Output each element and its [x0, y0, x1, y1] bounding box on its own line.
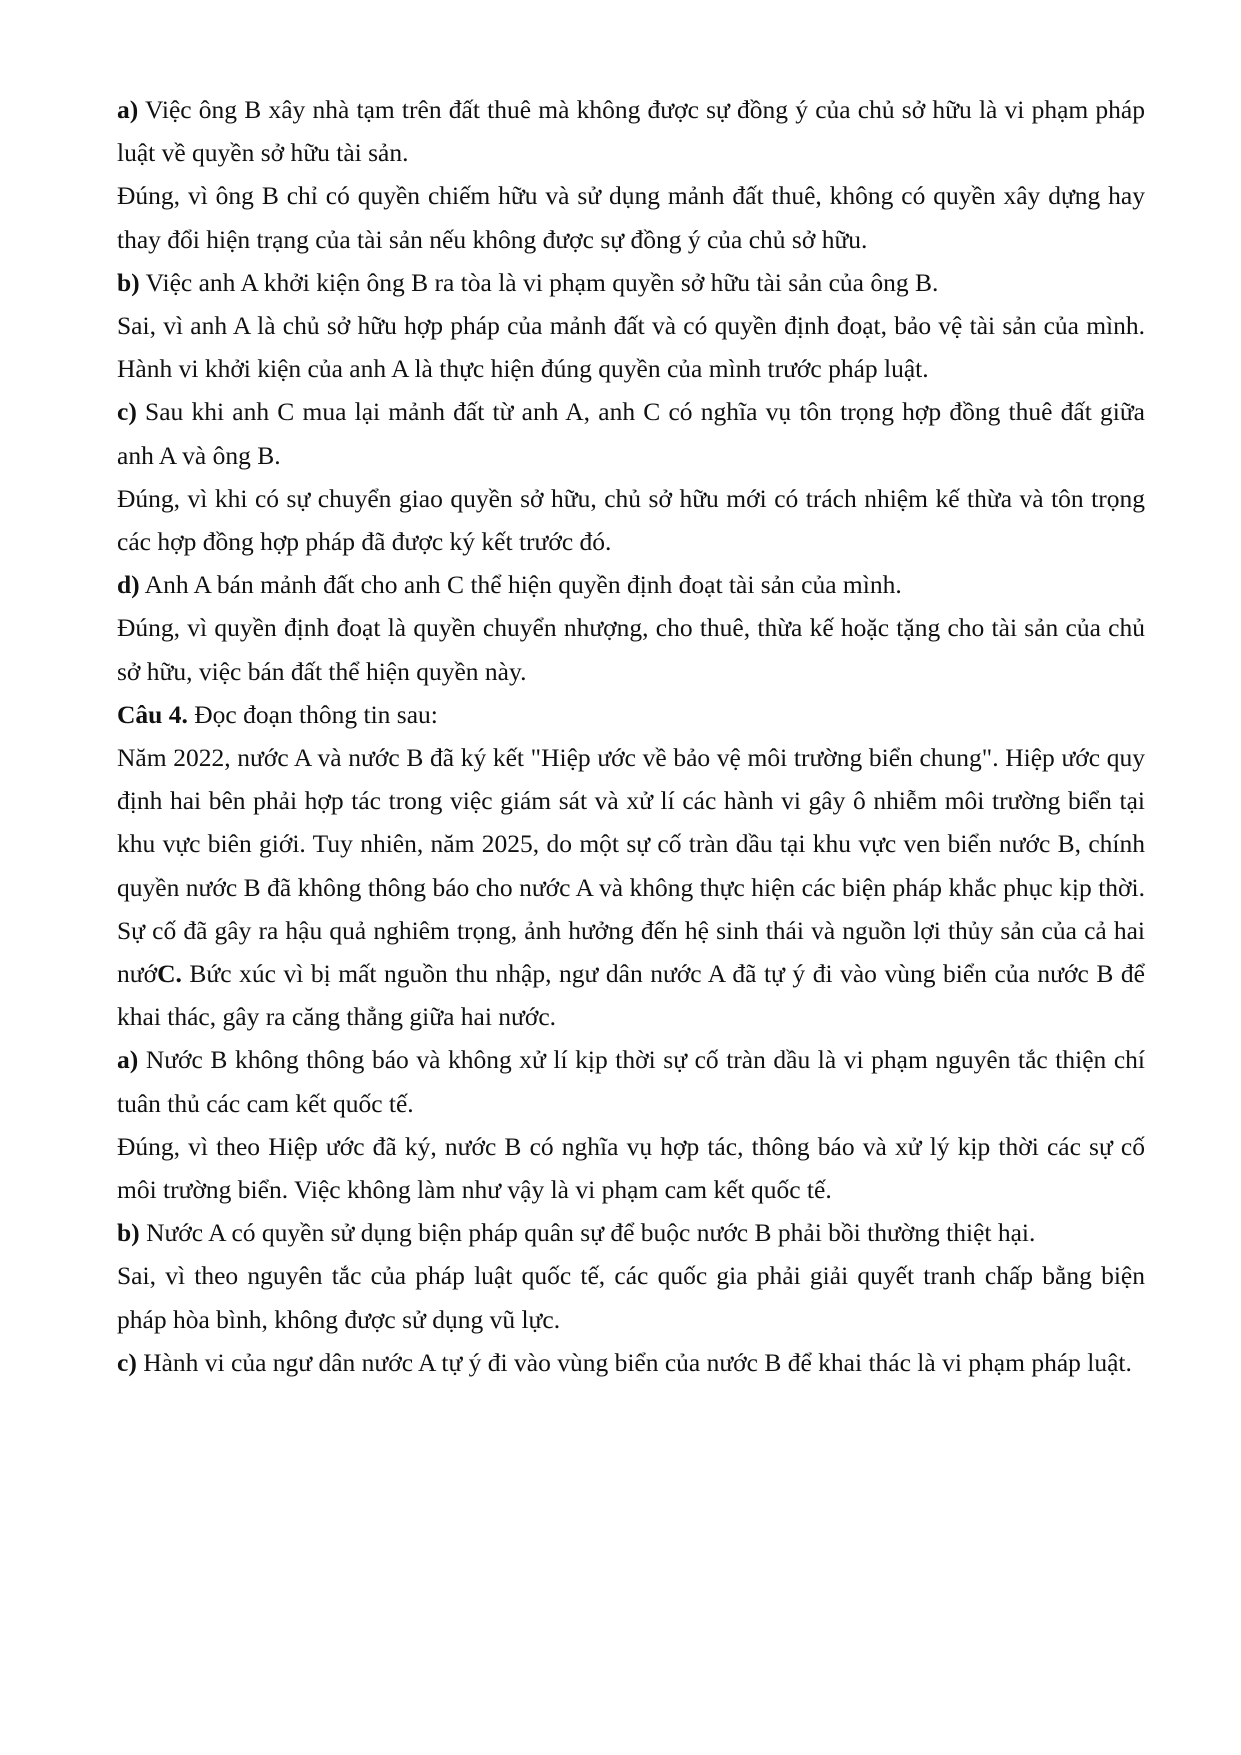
q4-text-a: Nước B không thông báo và không xử lí kịp thời sự cố tràn dầu là vi phạm nguyên tắc thiện chí tuân thủ các cam kết quốc tế.: [117, 1045, 1145, 1118]
q4-label-a: a): [117, 1045, 139, 1075]
document-page: [117, 88, 1145, 1384]
q3-statement-a: [117, 88, 1145, 174]
q4-passage: [117, 736, 1145, 1038]
q4-answer-a: Đúng, vì theo Hiệp ước đã ký, nước B có nghĩa vụ hợp tác, thông báo và xử lý kịp thời các sự cố môi trường biển. Việc không làm như vậy là vi phạm cam kết quốc tế.: [117, 1131, 1145, 1205]
q3-label-a: a): [117, 95, 139, 124]
q4-statement-c: [117, 1341, 1145, 1384]
q3-text-b: Việc anh A khởi kiện ông B ra tòa là vi phạm quyền sở hữu tài sản của ông B.: [139, 267, 939, 297]
q3-answer-a: Đúng, vì ông B chỉ có quyền chiếm hữu và sử dụng mảnh đất thuê, không có quyền xây dựng hay thay đổi hiện trạng của tài sản nếu không được sự đồng ý của chủ sở hữu.: [117, 181, 1145, 254]
q4-passage-bold: C.: [157, 959, 182, 989]
q3-text-d: Anh A bán mảnh đất cho anh C thể hiện quyền định đoạt tài sản của mình.: [139, 570, 902, 600]
q4-heading-text: Đọc đoạn thông tin sau:: [187, 699, 438, 729]
q3-text-c: Sau khi anh C mua lại mảnh đất từ anh A, anh C có nghĩa vụ tôn trọng hợp đồng thuê đất giữa anh A và ông B.: [117, 397, 1145, 470]
q4-answer-b: Sai, vì theo nguyên tắc của pháp luật quốc tế, các quốc gia phải giải quyết tranh chấp bằng biện pháp hòa bình, không được sử dụng vũ lực.: [117, 1261, 1145, 1334]
q4-text-c: Hành vi của ngư dân nước A tự ý đi vào vùng biển của nước B để khai thác là vi phạm pháp luật.: [136, 1347, 1132, 1377]
q3-statement-d: [117, 563, 1145, 606]
q4-passage-start: Năm 2022, nước A và nước B đã ký kết "Hiệp ước về bảo vệ môi trường biển chung". Hiệp ước quy định hai bên phải hợp tác trong việc giám sát và xử lí các hành vi gây ô nhiễm môi trường biển tại khu vực biên giới. Tuy nhiên, năm 2025, do một sự cố tràn dầu tại khu vực ven biển nước B, chính quyền nước B đã không thông báo cho nước A và không thực hiện các biện pháp khắc phục kịp thời. Sự cố đã gây ra hậu quả nghiêm trọng, ảnh hưởng đến hệ sinh thái và nguồn lợi thủy sản của cả hai nướ: [117, 743, 1145, 989]
q4-passage-end: Bức xúc vì bị mất nguồn thu nhập, ngư dân nước A đã tự ý đi vào vùng biển của nước B để khai thác, gây ra căng thẳng giữa hai nước.: [117, 959, 1145, 1032]
q3-answer-c: Đúng, vì khi có sự chuyển giao quyền sở hữu, chủ sở hữu mới có trách nhiệm kế thừa và tôn trọng các hợp đồng hợp pháp đã được ký kết trước đó.: [117, 483, 1145, 557]
q3-answer-d: Đúng, vì quyền định đoạt là quyền chuyển nhượng, cho thuê, thừa kế hoặc tặng cho tài sản của chủ sở hữu, việc bán đất thể hiện quyền này.: [117, 613, 1145, 686]
q4-statement-a: [117, 1038, 1145, 1124]
q4-statement-b: [117, 1211, 1145, 1254]
q4-text-b: Nước A có quyền sử dụng biện pháp quân sự để buộc nước B phải bồi thường thiệt hại.: [139, 1218, 1036, 1248]
q4-label-b: b): [117, 1218, 140, 1248]
q4-heading-label: Câu 4.: [117, 699, 188, 729]
q3-text-a: Việc ông B xây nhà tạm trên đất thuê mà không được sự đồng ý của chủ sở hữu là vi phạm pháp luật về quyền sở hữu tài sản.: [117, 95, 1145, 168]
q3-label-d: d): [117, 570, 140, 600]
q3-label-b: b): [117, 267, 140, 297]
q4-label-c: c): [117, 1347, 137, 1377]
q3-statement-c: [117, 390, 1145, 476]
q4-heading: [117, 693, 1145, 736]
q3-label-c: c): [117, 397, 137, 427]
q3-statement-b: [117, 261, 1145, 304]
q3-answer-b: Sai, vì anh A là chủ sở hữu hợp pháp của mảnh đất và có quyền định đoạt, bảo vệ tài sản của mình. Hành vi khởi kiện của anh A là thực hiện đúng quyền của mình trước pháp luật.: [117, 311, 1145, 384]
